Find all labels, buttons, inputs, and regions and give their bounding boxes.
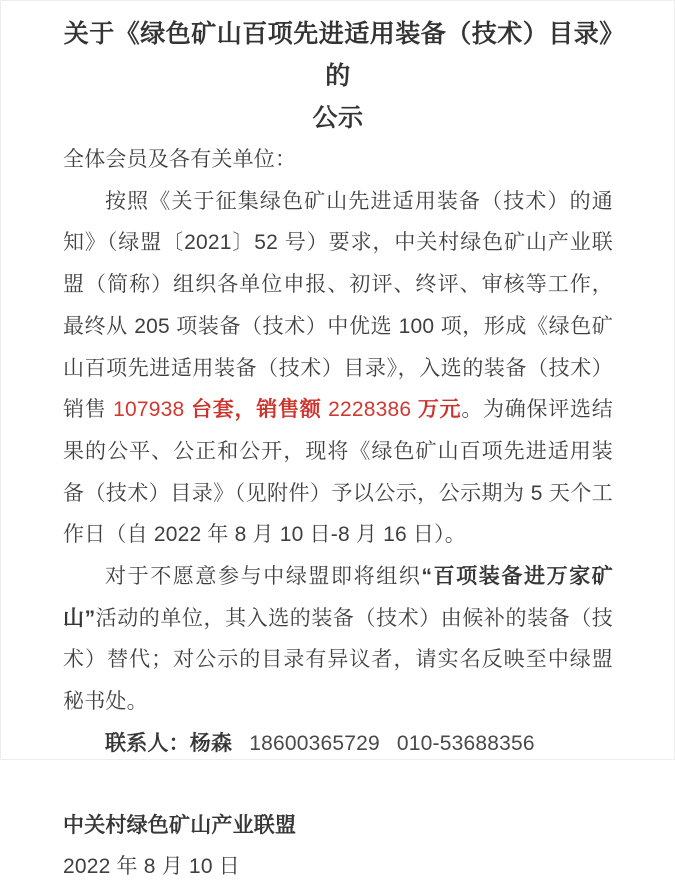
page-title-line-1: 关于《绿色矿山百项先进适用装备（技术）目录》的	[63, 20, 613, 90]
paragraph-selection-result	[63, 181, 613, 556]
contact-line	[63, 723, 613, 765]
signature-date: 2022 年 8 月 10 日	[63, 855, 240, 879]
contact-mobile-number: 18600365729	[249, 731, 380, 755]
para2-outro-text: 活动的单位，其入选的装备（技术）由候补的装备（技术）替代；对公示的目录有异议者，请实名反映至中绿盟秘书处。	[63, 606, 613, 714]
sold-units-value: 107938	[113, 398, 191, 422]
campaign-name: “百项装备进万家矿山”	[63, 565, 613, 630]
contact-office-number: 010-53688356	[396, 731, 535, 755]
signature-organization: 中关村绿色矿山产业联盟	[63, 813, 297, 837]
paragraph-campaign-notice	[63, 556, 613, 723]
page-title	[63, 13, 613, 139]
sales-amount-unit: 万元	[417, 398, 462, 422]
sold-units-label: 台套，销售额	[190, 398, 329, 422]
page-title-line-2: 公示	[312, 104, 364, 132]
signature-block	[63, 805, 613, 888]
contact-label: 联系人：杨森	[105, 731, 233, 755]
para1-outro-text: 。为确保评选结果的公平、公正和公开，现将《绿色矿山百项先进适用装备（技术）目录》（见附件）予以公示，公示期为 5 天个工作日（自 2022 年 8 月 10 日-8 月 16 日）。	[63, 398, 614, 547]
sales-amount-value: 2228386	[328, 398, 418, 422]
para1-intro-text: 按照《关于征集绿色矿山先进适用装备（技术）的通知》（绿盟〔2021〕52 号）要求，中关村绿色矿山产业联盟（简称）组织各单位申报、初评、终评、审核等工作，最终从 205 项装备（技术）中优选 100 项，形成《绿色矿山百项先进适用装备（技术）目录》，入选的装备（技术）销售	[63, 189, 613, 422]
salutation: 全体会员及各有关单位：	[63, 148, 297, 171]
para2-intro-text: 对于不愿意参与中绿盟即将组织	[105, 565, 422, 589]
